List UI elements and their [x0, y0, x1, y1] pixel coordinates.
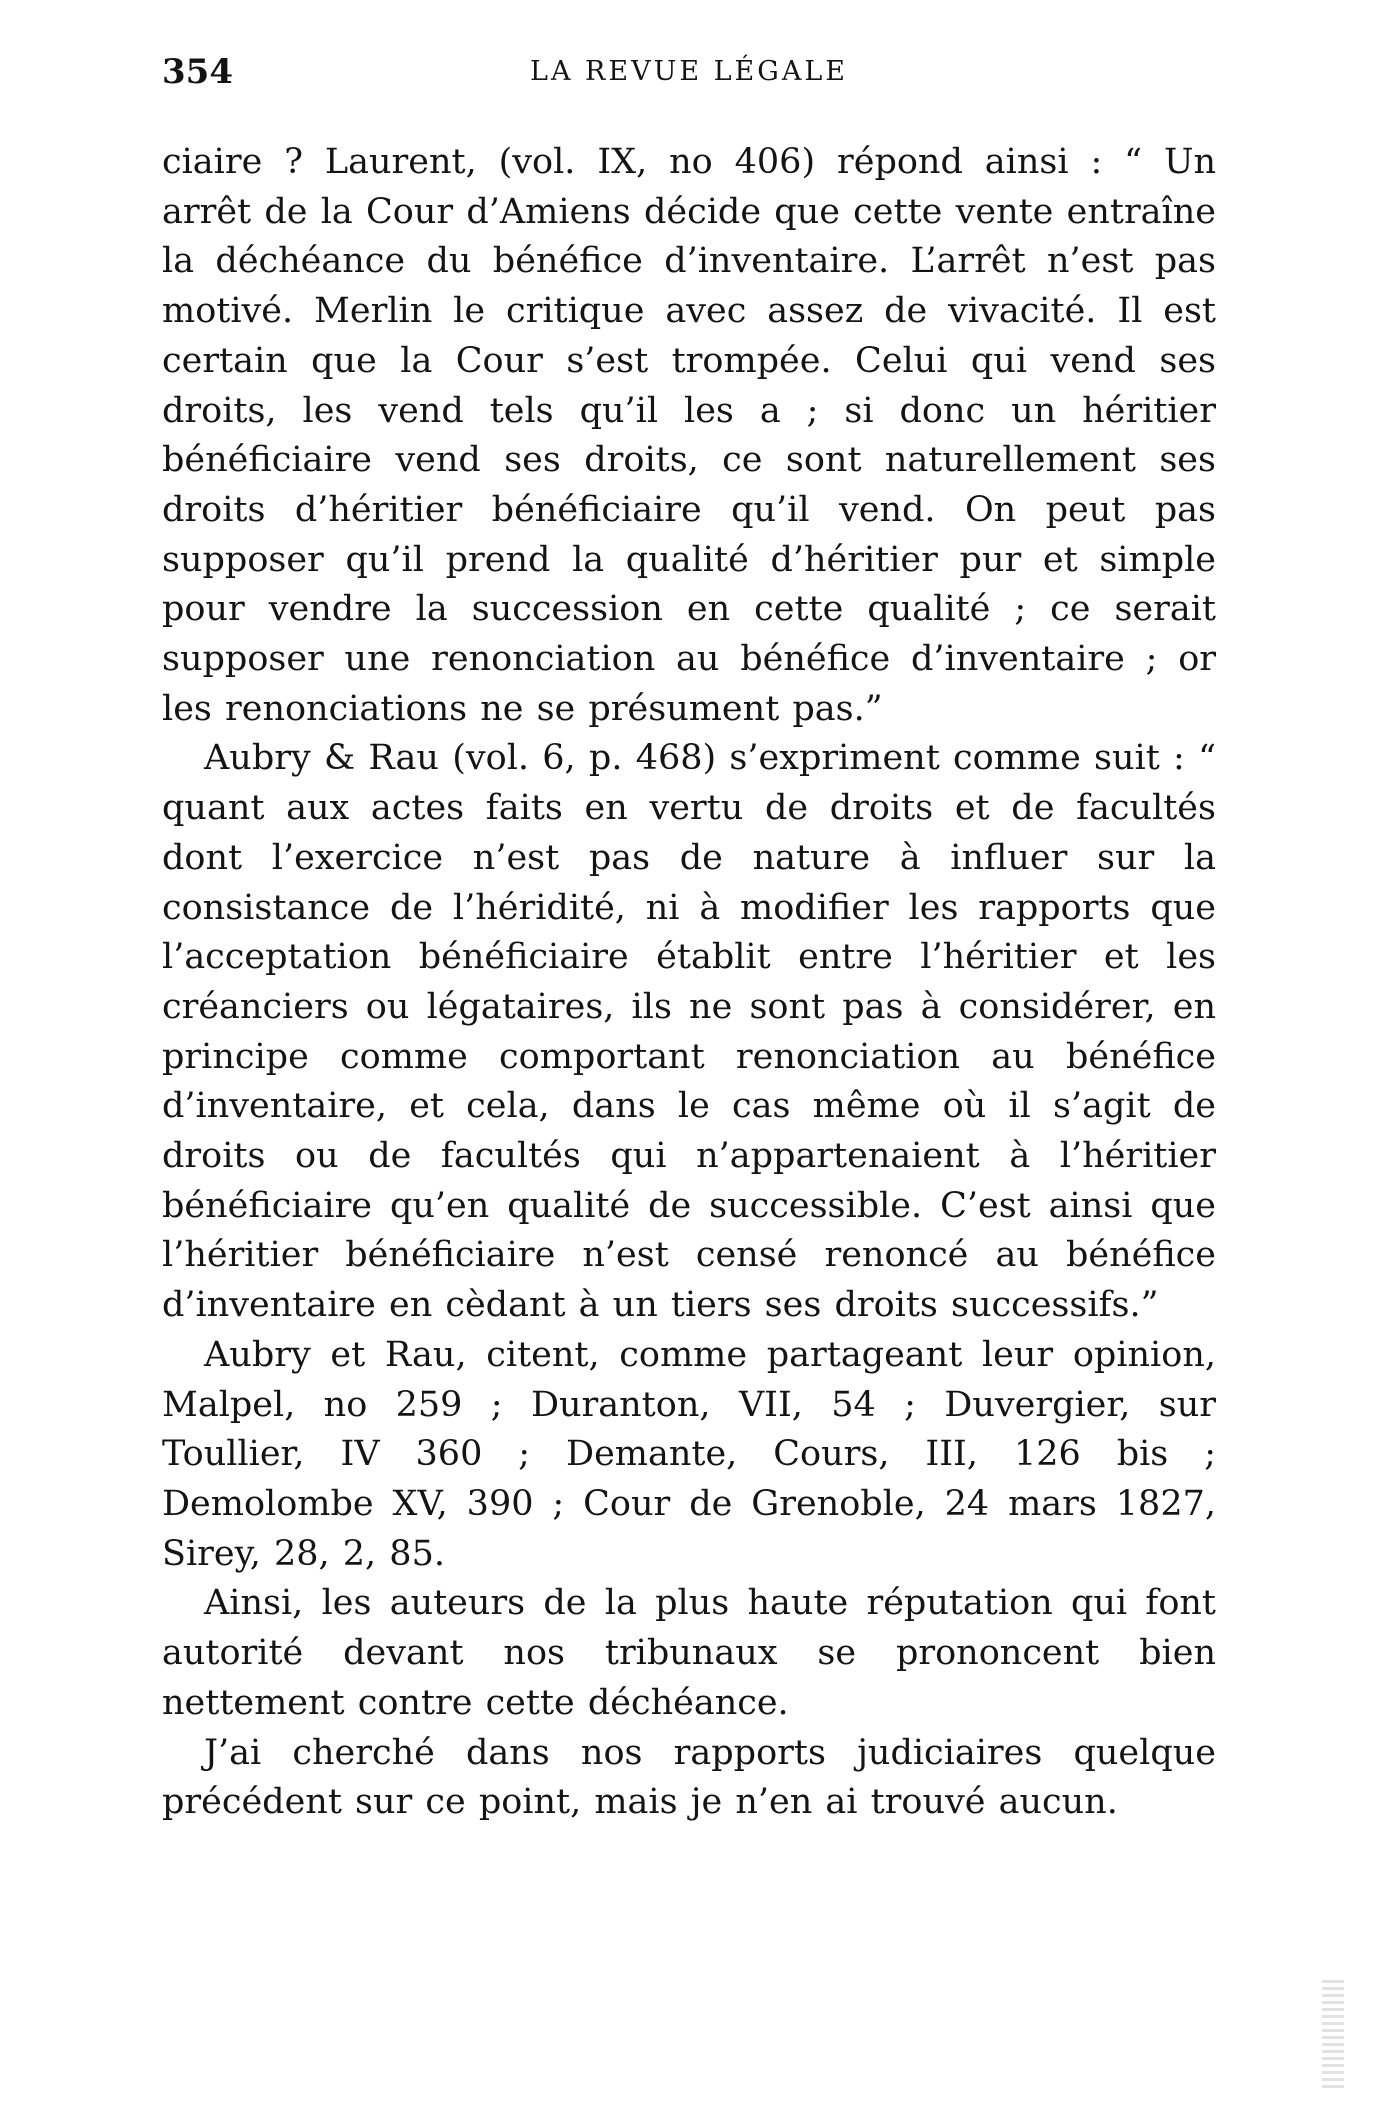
- running-head: [162, 52, 1216, 112]
- scan-artifact: [1322, 1980, 1344, 2090]
- journal-title: LA REVUE LÉGALE: [530, 56, 848, 87]
- page-number: 354: [162, 52, 233, 92]
- paragraph-continuation: ciaire ? Laurent, (vol. IX, no 406) répond ainsi : “ Un arrêt de la Cour d’Amiens décide que cette vente entraîne la déchéance du bénéfice d’inventaire. L’arrêt n’est pas motivé. Merlin le critique avec assez de vivacité. Il est certain que la Cour s’est trompée. Celui qui vend ses droits, les vend tels qu’il les a ; si donc un héritier bénéficiaire vend ses droits, ce sont naturellement ses droits d’héritier bénéficiaire qu’il vend. On peut pas supposer qu’il prend la qualité d’héritier pur et simple pour vendre la succession en cette qualité ; ce serait supposer une renonciation au bénéfice d’inventaire ; or les renonciations ne se présument pas.”: [162, 142, 1216, 729]
- body-text: [162, 138, 1216, 1828]
- paragraph-citations: Aubry et Rau, citent, comme partageant leur opinion, Malpel, no 259 ; Duranton, VII, 54 ; Duvergier, sur Toullier, IV 360 ; Demante, Cours, III, 126 bis ; Demolombe XV, 390 ; Cour de Grenoble, 24 mars 1827, Sirey, 28, 2, 85.: [162, 1334, 1216, 1574]
- paragraph-conclusion: Ainsi, les auteurs de la plus haute réputation qui font autorité devant nos tribunaux se prononcent bien nettement contre cette déchéance.: [162, 1583, 1216, 1723]
- paragraph-aubry-rau-quote: Aubry & Rau (vol. 6, p. 468) s’expriment comme suit : “ quant aux actes faits en vertu de droits et de facultés dont l’exercice n’est pas de nature à influer sur la consistance de l’héridité, ni à modifier les rapports que l’acceptation bénéficiaire établit entre l’héritier et les créanciers ou légataires, ils ne sont pas à considérer, en principe comme comportant renonciation au bénéfice d’inventaire, et cela, dans le cas même où il s’agit de droits ou de facultés qui n’appartenaient à l’héritier bénéficiaire qu’en qualité de successible. C’est ainsi que l’héritier bénéficiaire n’est censé renoncé au bénéfice d’inventaire en cèdant à un tiers ses droits successifs.”: [162, 738, 1216, 1326]
- document-page: [162, 52, 1216, 1828]
- paragraph-search: J’ai cherché dans nos rapports judiciaires quelque précédent sur ce point, mais je n’en ai trouvé aucun.: [162, 1732, 1216, 1823]
